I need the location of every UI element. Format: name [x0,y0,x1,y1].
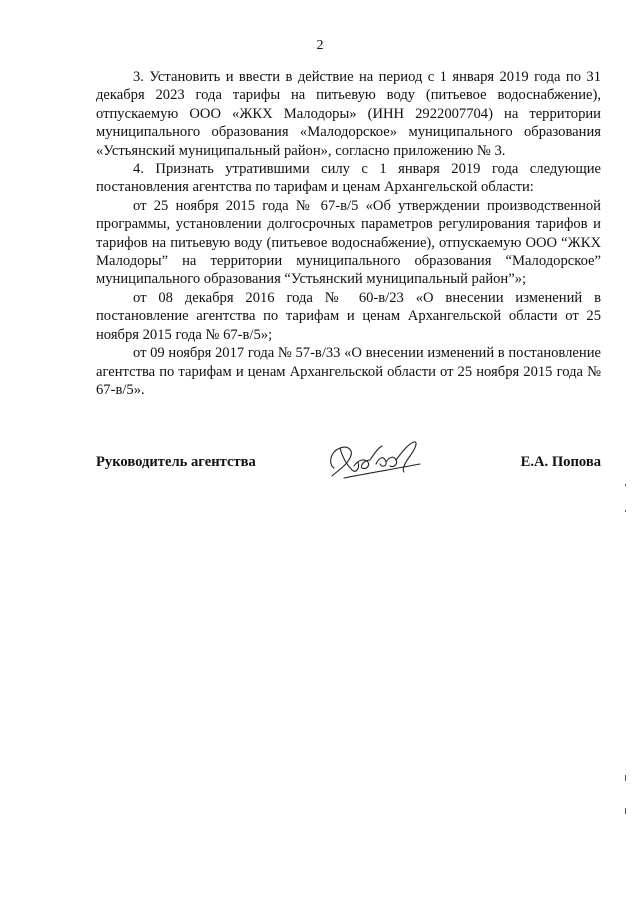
document-body [96,68,601,399]
signatory-name: Е.А. Попова [520,454,601,470]
repealed-resolution-1: от 25 ноября 2015 года № 67-в/5 «Об утверждении производственной программы, установлении долгосрочных параметров регулирования тарифов и тарифов на питьевую воду (питьевое водоснабжение), отпускаемую ООО “ЖКХ Малодоры” на территории муниципального образования “Малодорское” муниципального образования “Устьянский муниципальный район”»; [96,197,601,288]
margin-mark [625,484,626,486]
handwritten-signature [324,438,432,482]
margin-mark [625,808,626,814]
repealed-resolution-2: от 08 декабря 2016 года № 60-в/23 «О внесении изменений в постановление агентства по тарифам и ценам Архангельской области от 25 ноября 2015 года № 67-в/5»; [96,289,601,343]
repealed-resolution-3: от 09 ноября 2017 года № 57-в/33 «О внесении изменений в постановление агентства по тарифам и ценам Архангельской области от 25 ноября 2015 года № 67-в/5». [96,345,601,398]
margin-mark [625,510,626,512]
page-number: 2 [316,38,324,53]
signatory-title: Руководитель агентства [96,454,256,470]
paragraph-item-3: 3. Установить и ввести в действие на период с 1 января 2019 года по 31 декабря 2023 года тарифы на питьевую воду (питьевое водоснабжение), отпускаемую ООО «ЖКХ Малодоры» (ИНН 2922007704) на территории муниципального образования «Малодорское» муниципального образования «Устьянский муниципальный район», согласно приложению № 3. [96,69,601,159]
paragraph-item-4: 4. Признать утратившими силу с 1 января 2019 года следующие постановления агентства по тарифам и ценам Архангельской области: [96,161,601,196]
margin-mark [625,775,626,781]
signature-block [96,440,601,486]
